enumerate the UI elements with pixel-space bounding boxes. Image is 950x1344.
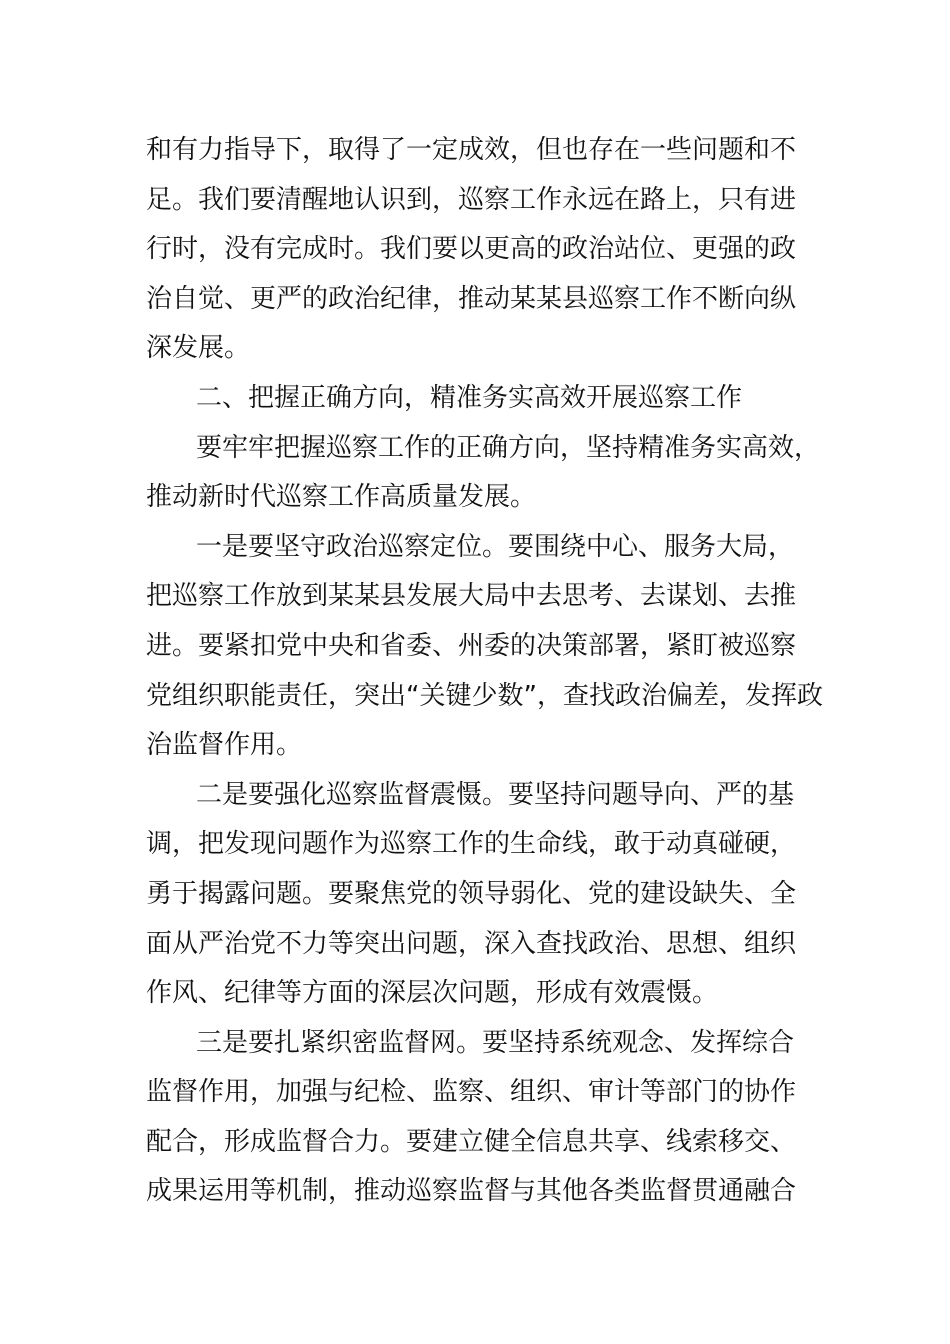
paragraph-line: 治自觉、更严的政治纪律，推动某某县巡察工作不断向纵 <box>146 283 797 314</box>
paragraph-line: 勇于揭露问题。要聚焦党的领导弱化、党的建设缺失、全 <box>146 878 797 909</box>
paragraph-line: 深发展。 <box>146 333 251 364</box>
paragraph-line: 党组织职能责任，突出“关键少数”，查找政治偏差，发挥政 <box>146 680 823 711</box>
paragraph-line: 三是要扎紧织密监督网。要坚持系统观念、发挥综合 <box>196 1027 795 1058</box>
paragraph-line: 面从严治党不力等突出问题，深入查找政治、思想、组织 <box>146 928 797 959</box>
paragraph-line: 推动新时代巡察工作高质量发展。 <box>146 482 537 513</box>
paragraph-line: 要牢牢把握巡察工作的正确方向，坚持精准务实高效， <box>196 432 821 463</box>
paragraph-line: 和有力指导下，取得了一定成效，但也存在一些问题和不 <box>146 135 797 165</box>
paragraph-line: 调，把发现问题作为巡察工作的生命线，敢于动真碰硬， <box>146 829 797 860</box>
paragraph-line: 配合，形成监督合力。要建立健全信息共享、线索移交、 <box>146 1126 797 1157</box>
paragraph-line: 足。我们要清醒地认识到，巡察工作永远在路上，只有进 <box>146 184 797 215</box>
paragraph-line: 一是要坚守政治巡察定位。要围绕中心、服务大局， <box>196 531 795 562</box>
paragraph-line: 作风、纪律等方面的深层次问题，形成有效震慑。 <box>146 978 719 1009</box>
paragraph-line: 把巡察工作放到某某县发展大局中去思考、去谋划、去推 <box>146 581 797 612</box>
document-body <box>146 126 823 1217</box>
paragraph-line: 进。要紧扣党中央和省委、州委的决策部署，紧盯被巡察 <box>146 630 797 661</box>
paragraph-line: 成果运用等机制，推动巡察监督与其他各类监督贯通融合 <box>146 1176 797 1207</box>
paragraph-line: 监督作用，加强与纪检、监察、组织、审计等部门的协作 <box>146 1077 797 1108</box>
paragraph-line: 二是要强化巡察监督震慑。要坚持问题导向、严的基 <box>196 779 795 810</box>
paragraph-line: 行时，没有完成时。我们要以更高的政治站位、更强的政 <box>146 234 797 265</box>
section-heading: 二、把握正确方向，精准务实高效开展巡察工作 <box>196 382 743 413</box>
paragraph-line: 治监督作用。 <box>146 730 303 761</box>
